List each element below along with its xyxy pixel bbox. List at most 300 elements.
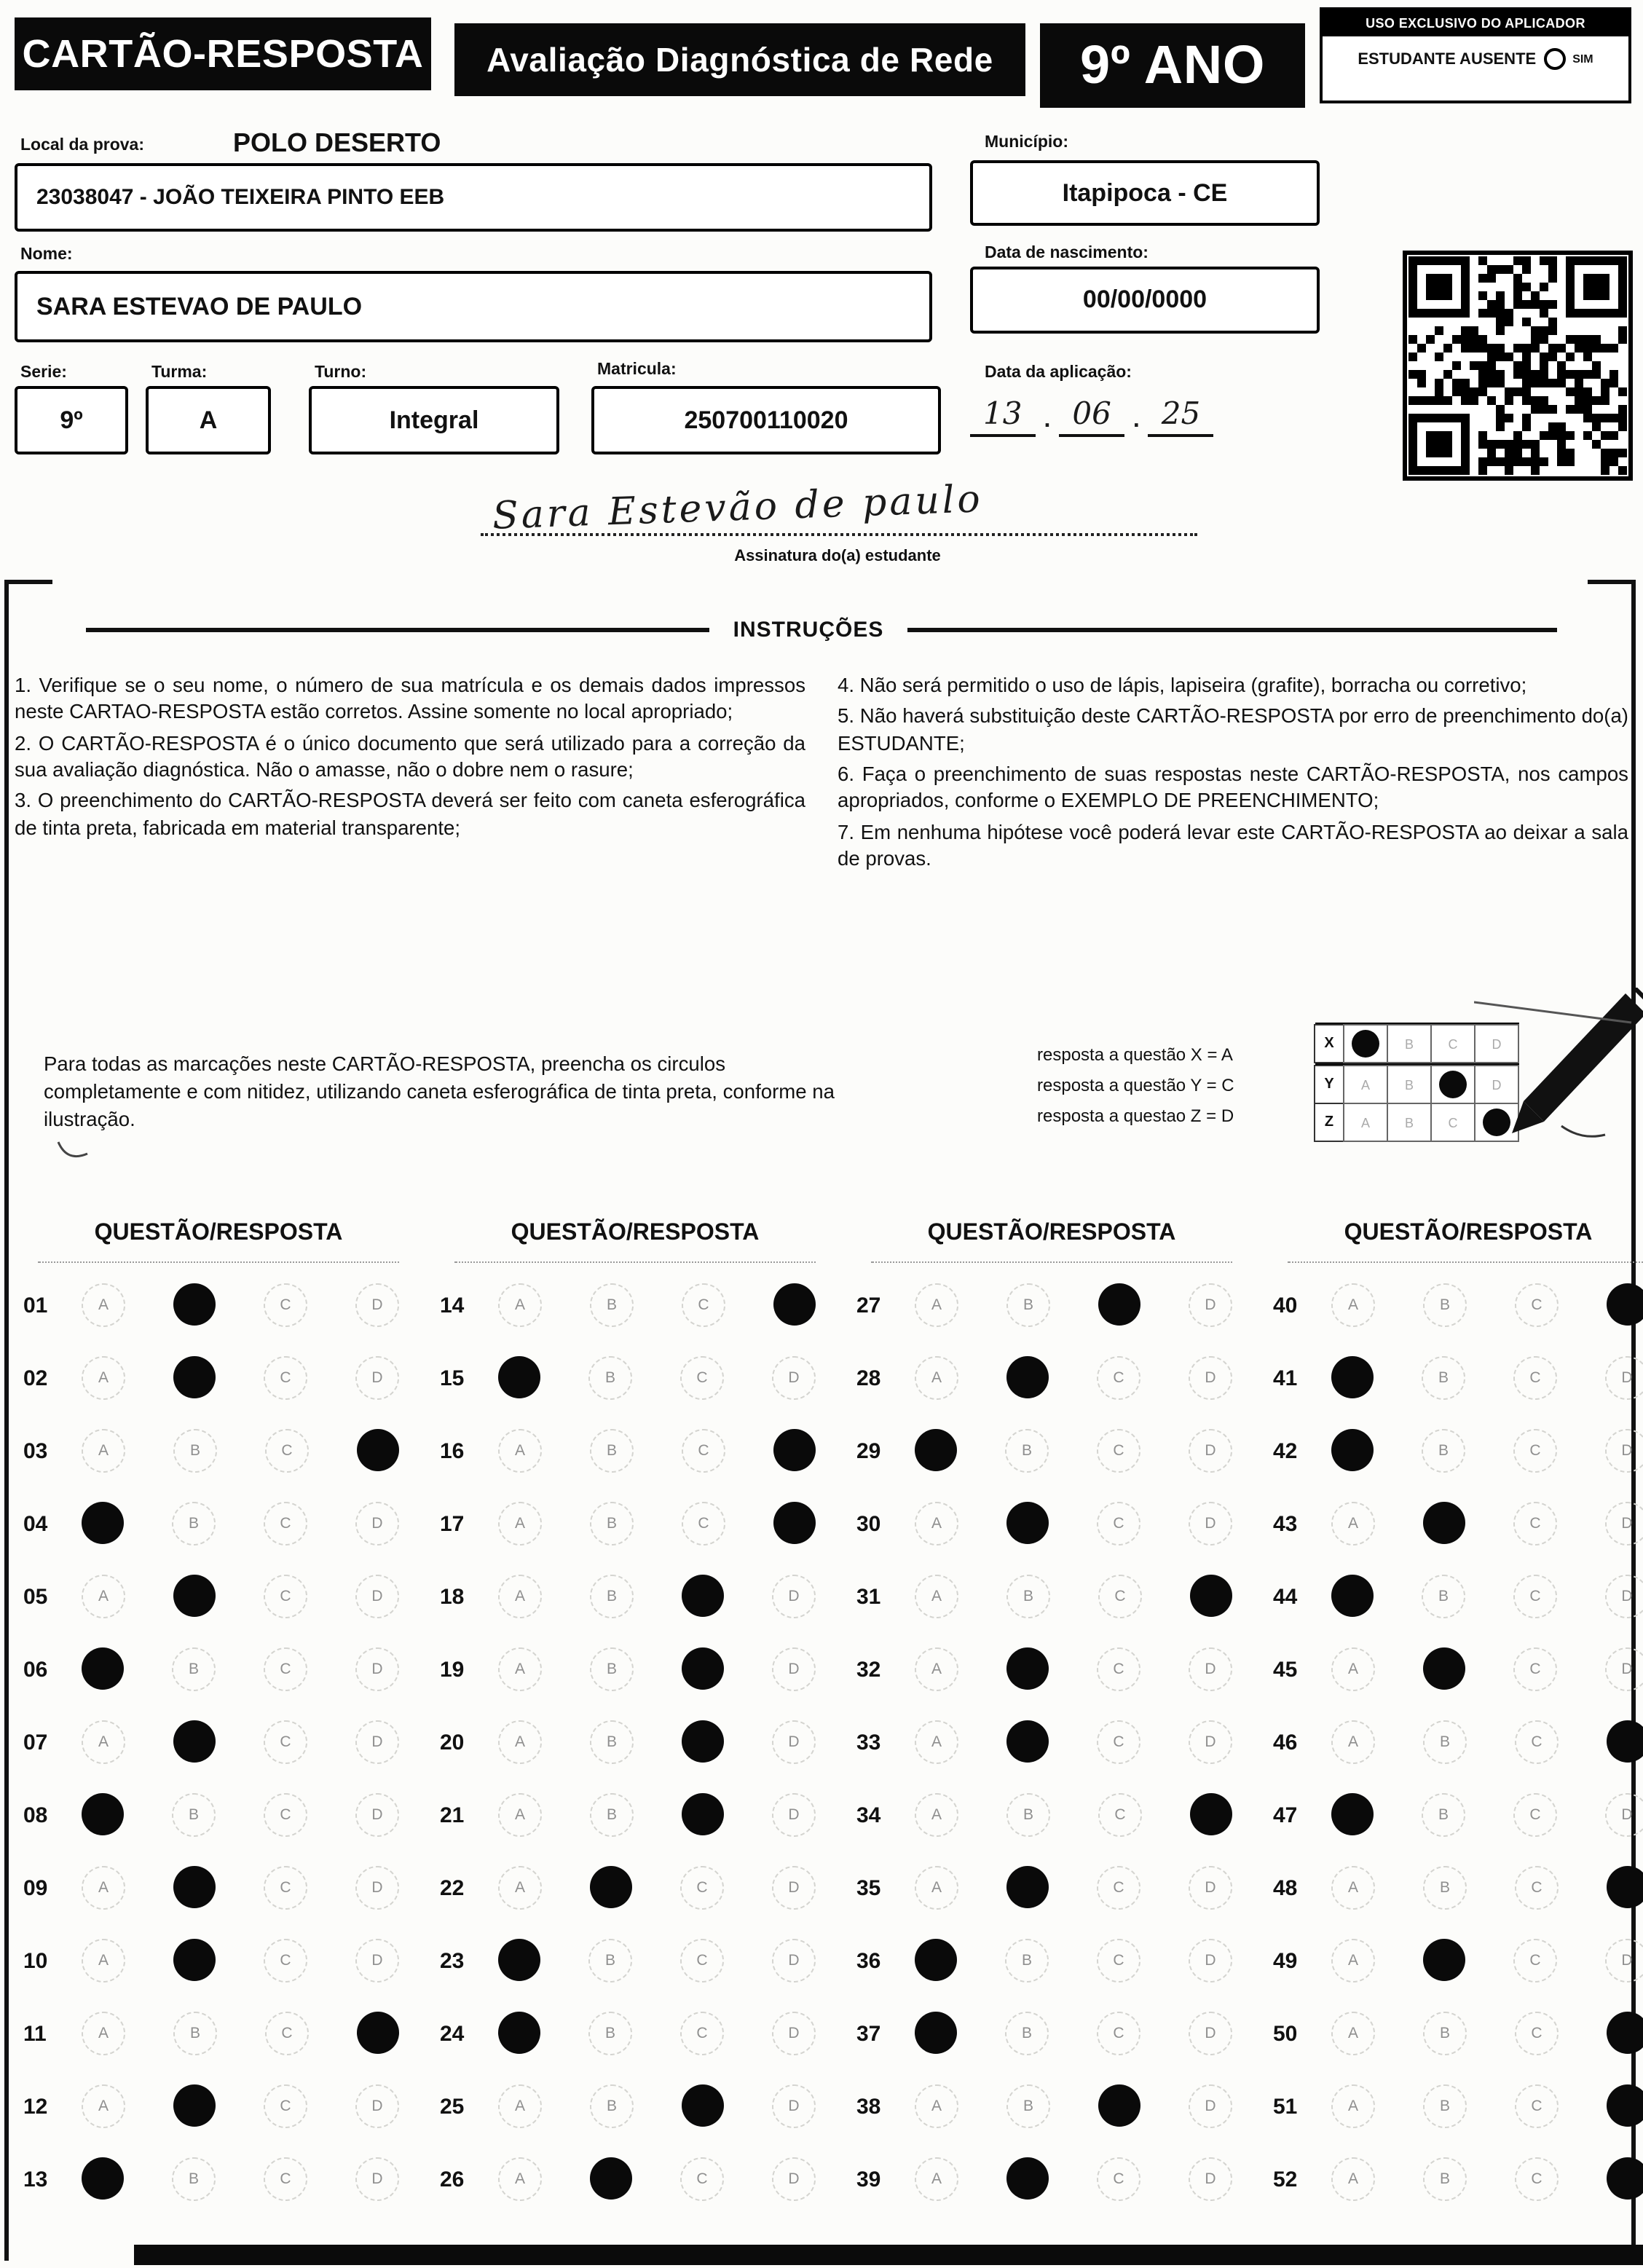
example-cell (1430, 1103, 1475, 1142)
question-number: 26 (440, 2167, 465, 2192)
answer-bubble-empty: A (1331, 1502, 1375, 1546)
example-row-label: X (1314, 1024, 1344, 1063)
dotted-divider (38, 1261, 399, 1263)
answer-bubble-filled (1190, 1793, 1232, 1835)
answer-row (1273, 1851, 1643, 1924)
question-number: 23 (440, 1948, 465, 1973)
answer-bubble-empty: A (915, 2157, 958, 2201)
answer-options (82, 1866, 414, 1910)
answer-bubble-empty: D (1605, 1575, 1643, 1618)
answer-bubble-empty: C (1513, 1575, 1557, 1618)
answer-bubble-empty: A (498, 1575, 542, 1618)
answer-bubble-empty: C (265, 1429, 309, 1473)
answer-row (23, 2070, 414, 2143)
answer-bubble-empty: C (264, 1283, 307, 1327)
answer-column-4 (1273, 1221, 1643, 2216)
answer-bubble-empty: D (1189, 1283, 1232, 1327)
question-number: 16 (440, 1438, 465, 1463)
question-number: 07 (23, 1730, 48, 1755)
answer-bubble-filled (682, 1647, 724, 1690)
answer-rows (856, 1269, 1247, 2216)
answer-bubble-empty: A (82, 1356, 125, 1400)
answer-bubble-empty: A (82, 1429, 125, 1473)
answer-row (856, 1414, 1247, 1487)
answer-bubble-empty: D (355, 1575, 399, 1618)
answer-bubble-empty: B (590, 2084, 634, 2128)
answer-bubble-empty: A (498, 1502, 542, 1546)
divider-line (87, 629, 710, 632)
answer-bubble-empty: A (915, 1575, 958, 1618)
bubble-letter: B (1404, 1077, 1414, 1092)
example-cell (1343, 1065, 1388, 1104)
question-number: 14 (440, 1293, 465, 1318)
answer-bubble-empty: B (1422, 1793, 1465, 1837)
answer-bubble-filled (498, 1356, 540, 1398)
answer-row (440, 1633, 830, 1706)
answer-options (498, 1429, 830, 1473)
example-cell (1387, 1103, 1432, 1142)
marking-instructions-text: Para todas as marcações neste CARTÃO-RESPOSTA, preencha os circulos completamente e com nitidez, utilizando caneta esferográfica de tinta preta, conforme na ilustração. (44, 1053, 835, 1130)
answer-bubble-empty: B (173, 1429, 217, 1473)
signature-line (481, 533, 1197, 536)
answer-bubble-empty: A (915, 1793, 958, 1837)
question-number: 34 (856, 1803, 881, 1827)
answer-options (498, 1356, 830, 1400)
answer-options (915, 1502, 1247, 1546)
answer-row (856, 1851, 1247, 1924)
answer-bubble-filled (1006, 1866, 1049, 1908)
answer-bubble-empty: D (1605, 1429, 1643, 1473)
stray-pen-mark (52, 1139, 96, 1165)
answer-row (1273, 1997, 1643, 2070)
answer-row (856, 1706, 1247, 1779)
answer-bubble-filled (1006, 1720, 1049, 1763)
answer-bubble-empty: A (82, 2012, 125, 2055)
matricula-label: Matricula: (597, 361, 677, 379)
nascimento-label: Data de nascimento: (985, 245, 1148, 262)
answer-bubble-empty: B (1422, 1356, 1465, 1400)
bubble-letter: D (1492, 1036, 1502, 1051)
answer-bubble-filled (682, 1793, 724, 1835)
answer-bubble-empty: A (1331, 1283, 1375, 1327)
answer-options (1331, 1793, 1643, 1837)
answer-bubble-filled (1098, 2084, 1140, 2127)
question-number: 30 (856, 1511, 881, 1536)
question-number: 04 (23, 1511, 48, 1536)
answer-bubble-filled (1331, 1356, 1374, 1398)
answer-bubble-empty: C (1097, 1720, 1140, 1764)
answer-bubble-empty: C (680, 2157, 724, 2201)
answer-row (23, 1414, 414, 1487)
answer-options (498, 1283, 830, 1327)
answer-bubble-empty: C (1097, 1647, 1140, 1691)
answer-column-header: QUESTÃO/RESPOSTA (94, 1221, 343, 1245)
question-number: 05 (23, 1584, 48, 1609)
answer-options (915, 2012, 1247, 2055)
answer-options (498, 1866, 830, 1910)
answer-bubble-empty: C (264, 1356, 307, 1400)
answer-options (1331, 2012, 1643, 2055)
bubble-letter: B (1404, 1036, 1414, 1051)
answer-bubble-filled (682, 1720, 724, 1763)
question-number: 47 (1273, 1803, 1298, 1827)
answer-bubble-empty: A (1331, 2157, 1375, 2201)
municipio-field: Itapipoca - CE (970, 160, 1320, 226)
answer-bubble-filled (82, 1793, 124, 1835)
answer-row (1273, 1487, 1643, 1560)
question-number: 08 (23, 1803, 48, 1827)
answer-bubble-empty: A (82, 2084, 125, 2128)
answer-bubble-empty: A (915, 1647, 958, 1691)
answer-bubble-filled (173, 1866, 216, 1908)
question-number: 19 (440, 1657, 465, 1682)
answer-bubble-empty: B (1423, 2157, 1467, 2201)
answer-options (498, 1647, 830, 1691)
answer-bubble-empty: C (264, 1575, 307, 1618)
answer-row (440, 1342, 830, 1414)
example-legend-line: resposta a questão X = A (1037, 1044, 1233, 1065)
answer-bubble-empty: D (1189, 2012, 1232, 2055)
answer-bubble-empty: C (1097, 2012, 1140, 2055)
example-cell (1387, 1065, 1432, 1104)
answer-bubble-empty: A (82, 1283, 125, 1327)
answer-bubble-empty: A (498, 1283, 542, 1327)
answer-bubble-filled (1607, 2157, 1643, 2200)
answer-row (23, 1997, 414, 2070)
instructions-left-column (15, 673, 805, 878)
answer-options (915, 1647, 1247, 1691)
question-number: 15 (440, 1366, 465, 1390)
answer-bubble-empty: A (82, 1575, 125, 1618)
answer-bubble-empty: A (498, 1720, 542, 1764)
turma-field: A (146, 386, 271, 454)
answer-bubble-empty: C (1513, 1429, 1557, 1473)
answer-bubble-empty: B (1423, 1866, 1467, 1910)
answer-bubble-empty: B (1006, 2084, 1050, 2128)
answer-row (440, 1924, 830, 1997)
answer-bubble-empty: D (1605, 1356, 1643, 1400)
answer-bubble-filled (773, 1283, 816, 1326)
answer-row (440, 1269, 830, 1342)
example-row-label: Z (1314, 1103, 1344, 1142)
answer-bubble-empty: B (1422, 1575, 1465, 1618)
answer-bubble-empty: B (173, 2012, 217, 2055)
answer-bubble-empty: D (772, 2012, 816, 2055)
answer-bubble-empty: B (172, 1502, 216, 1546)
question-number: 28 (856, 1366, 881, 1390)
bottom-registration-bar (134, 2245, 1643, 2265)
answer-bubble-empty: D (1189, 1939, 1232, 1982)
question-number: 10 (23, 1948, 48, 1973)
question-number: 36 (856, 1948, 881, 1973)
answer-bubble-empty: B (588, 2012, 632, 2055)
dotted-divider (454, 1261, 816, 1263)
answer-bubble-empty: D (355, 2084, 399, 2128)
answer-options (82, 1283, 414, 1327)
answer-bubble-filled (773, 1429, 816, 1471)
answer-options (498, 1575, 830, 1618)
answer-column-header: QUESTÃO/RESPOSTA (927, 1221, 1176, 1245)
answer-bubble-empty: B (172, 1793, 216, 1837)
answer-bubble-empty: B (590, 1502, 634, 1546)
answer-bubble-empty: D (772, 1575, 816, 1618)
answer-row (856, 1779, 1247, 1851)
answer-bubble-filled (173, 1356, 216, 1398)
question-number: 02 (23, 1366, 48, 1390)
answer-options (915, 2084, 1247, 2128)
serie-label: Serie: (20, 364, 67, 382)
instruction-item: 7. Em nenhuma hipótese você poderá levar este CARTÃO-RESPOSTA ao deixar a sala de provas. (838, 821, 1628, 870)
answer-options (1331, 1429, 1643, 1473)
answer-bubble-filled (1190, 1575, 1232, 1617)
answer-bubble-filled (357, 2012, 399, 2054)
answer-options (1331, 1939, 1643, 1982)
answer-bubble-empty: D (772, 1866, 816, 1910)
answer-bubble-empty: D (355, 1939, 399, 1982)
answer-bubble-empty: C (264, 2084, 307, 2128)
question-number: 01 (23, 1293, 48, 1318)
answer-bubble-empty: C (1515, 1866, 1559, 1910)
answer-options (82, 2157, 414, 2201)
answer-bubble-empty: C (264, 1502, 307, 1546)
answer-bubble-empty: A (1331, 1939, 1375, 1982)
answer-bubble-empty: A (82, 1866, 125, 1910)
aplicacao-date-handwritten (970, 396, 1213, 437)
answer-row (440, 1997, 830, 2070)
answer-bubble-empty: C (680, 1866, 724, 1910)
question-number: 13 (23, 2167, 48, 2192)
answer-row (856, 1342, 1247, 1414)
filled-bubble (1439, 1071, 1467, 1098)
answer-bubble-empty: D (1189, 2157, 1232, 2201)
answer-bubble-empty: A (82, 1720, 125, 1764)
exam-title: Avaliação Diagnóstica de Rede (454, 23, 1025, 96)
question-number: 03 (23, 1438, 48, 1463)
answer-bubble-empty: C (1515, 2084, 1559, 2128)
answer-bubble-empty: D (1189, 1356, 1232, 1400)
answer-bubble-empty: A (498, 1647, 542, 1691)
example-cell (1343, 1103, 1388, 1142)
question-number: 50 (1273, 2021, 1298, 2046)
municipio-label: Município: (985, 134, 1068, 151)
answer-bubble-empty: C (680, 1356, 724, 1400)
answer-bubble-empty: D (355, 1283, 399, 1327)
answer-bubble-empty: C (264, 1793, 307, 1837)
answer-bubble-empty: B (1006, 1283, 1050, 1327)
answer-bubble-empty: A (915, 1356, 958, 1400)
answer-bubble-empty: D (355, 1356, 399, 1400)
nome-field: SARA ESTEVAO DE PAULO (15, 271, 932, 342)
answer-bubble-empty: A (498, 1429, 542, 1473)
answer-options (915, 1283, 1247, 1327)
answer-row (856, 2143, 1247, 2216)
question-number: 51 (1273, 2094, 1298, 2119)
answer-rows (1273, 1269, 1643, 2216)
answer-bubble-empty: C (1515, 1283, 1559, 1327)
question-number: 46 (1273, 1730, 1298, 1755)
answer-options (1331, 1283, 1643, 1327)
question-number: 22 (440, 1875, 465, 1900)
answer-bubble-empty: C (1513, 1356, 1557, 1400)
answer-bubble-empty: C (1097, 1502, 1140, 1546)
aplicacao-day: 13 (970, 396, 1035, 437)
answer-bubble-empty: D (355, 2157, 399, 2201)
answer-bubble-filled (173, 1283, 216, 1326)
answer-bubble-filled (1098, 1283, 1140, 1326)
instruction-item: 5. Não haverá substituição deste CARTÃO-RESPOSTA por erro de preenchimento do(a) ESTUDANTE; (838, 705, 1628, 755)
answer-bubble-empty: D (772, 1793, 816, 1837)
answer-bubble-filled (82, 2157, 124, 2200)
question-number: 43 (1273, 1511, 1298, 1536)
answer-bubble-filled (1331, 1429, 1374, 1471)
answer-options (915, 1356, 1247, 1400)
answer-bubble-empty: B (590, 1575, 634, 1618)
question-number: 42 (1273, 1438, 1298, 1463)
answer-row (440, 1560, 830, 1633)
answer-bubble-filled (1423, 1502, 1465, 1544)
question-number: 39 (856, 2167, 881, 2192)
answer-bubble-empty: A (82, 1939, 125, 1982)
question-number: 20 (440, 1730, 465, 1755)
question-number: 38 (856, 2094, 881, 2119)
answer-bubble-empty: D (1605, 1793, 1643, 1837)
aplicacao-year: 25 (1148, 396, 1213, 437)
answer-column-header: QUESTÃO/RESPOSTA (511, 1221, 760, 1245)
question-number: 11 (23, 2021, 47, 2046)
question-number: 40 (1273, 1293, 1298, 1318)
question-number: 33 (856, 1730, 881, 1755)
answer-options (915, 1793, 1247, 1837)
answer-bubble-filled (173, 2084, 216, 2127)
answer-bubble-filled (682, 1575, 724, 1617)
answer-bubble-empty: B (172, 1647, 216, 1691)
answer-row (440, 2143, 830, 2216)
answer-options (1331, 1575, 1643, 1618)
answer-bubble-empty: A (498, 1866, 542, 1910)
answer-bubble-empty: C (264, 1939, 307, 1982)
bubble-letter: D (1492, 1077, 1502, 1092)
answer-bubble-empty: D (355, 1720, 399, 1764)
answer-bubble-empty: C (264, 1720, 307, 1764)
answer-bubble-empty: D (355, 1647, 399, 1691)
example-legend-line: resposta a questão Y = C (1037, 1075, 1234, 1095)
answer-bubble-empty: C (1513, 1502, 1557, 1546)
answer-options (915, 1429, 1247, 1473)
school-field: 23038047 - JOÃO TEIXEIRA PINTO EEB (15, 163, 932, 232)
answer-row (23, 1924, 414, 1997)
answer-bubble-empty: C (1513, 1793, 1557, 1837)
qr-code (1403, 251, 1633, 481)
answer-row (856, 1633, 1247, 1706)
answer-bubble-filled (1006, 1356, 1049, 1398)
answer-bubble-empty: C (1097, 1356, 1140, 1400)
answer-options (498, 1720, 830, 1764)
question-number: 35 (856, 1875, 881, 1900)
answer-row (440, 1487, 830, 1560)
bubble-letter: A (1360, 1077, 1370, 1092)
instruction-item: 4. Não será permitido o uso de lápis, lapiseira (grafite), borracha ou corretivo; (838, 674, 1527, 696)
answer-bubble-empty: A (498, 2084, 542, 2128)
answer-options (915, 1575, 1247, 1618)
example-cell (1343, 1024, 1388, 1063)
answer-bubble-empty: D (772, 1647, 816, 1691)
instructions-title: INSTRUÇÕES (733, 618, 884, 642)
answer-options (498, 1502, 830, 1546)
example-cell (1430, 1065, 1475, 1104)
question-number: 12 (23, 2094, 48, 2119)
answer-bubble-filled (773, 1502, 816, 1544)
answer-options (1331, 1720, 1643, 1764)
answer-bubble-filled (682, 2084, 724, 2127)
answer-bubble-empty: B (1005, 1939, 1049, 1982)
answer-bubble-empty: B (590, 1283, 634, 1327)
question-number: 32 (856, 1657, 881, 1682)
answer-row (440, 2070, 830, 2143)
answer-bubble-empty: B (1005, 2012, 1049, 2055)
nome-label: Nome: (20, 246, 73, 264)
answer-bubble-empty: B (1423, 2012, 1467, 2055)
divider-line (907, 629, 1556, 632)
answer-rows (440, 1269, 830, 2216)
example-row-label: Y (1314, 1065, 1344, 1104)
answer-bubble-filled (1006, 1647, 1049, 1690)
nascimento-field: 00/00/0000 (970, 267, 1320, 334)
answer-bubble-empty: D (1189, 2084, 1232, 2128)
bubble-letter: C (1448, 1036, 1458, 1051)
instruction-item: 1. Verifique se o seu nome, o número de sua matrícula e os demais dados impressos neste CARTAO-RESPOSTA estão corretos. Assine somente no local apropriado; (15, 674, 805, 723)
answer-row (440, 1779, 830, 1851)
answer-rows (23, 1269, 414, 2216)
answer-column-1 (23, 1221, 414, 2216)
answer-bubble-empty: D (772, 1356, 816, 1400)
answer-bubble-filled (590, 2157, 632, 2200)
answer-row (856, 1997, 1247, 2070)
answer-row (1273, 1924, 1643, 1997)
answer-row (1273, 2143, 1643, 2216)
answer-row (440, 1414, 830, 1487)
dotted-divider (871, 1261, 1232, 1263)
question-number: 37 (856, 2021, 881, 2046)
answer-bubble-filled (173, 1720, 216, 1763)
question-number: 52 (1273, 2167, 1298, 2192)
question-number: 41 (1273, 1366, 1298, 1390)
answer-bubble-filled (1423, 1647, 1465, 1690)
answer-bubble-empty: D (1605, 1647, 1643, 1691)
question-number: 31 (856, 1584, 881, 1609)
answer-bubble-empty: B (590, 1720, 634, 1764)
answer-row (23, 1269, 414, 1342)
answer-options (498, 1793, 830, 1837)
serie-field: 9º (15, 386, 128, 454)
answer-bubble-empty: C (1515, 1720, 1559, 1764)
answer-options (82, 1356, 414, 1400)
question-number: 29 (856, 1438, 881, 1463)
answer-options (1331, 2157, 1643, 2201)
answer-bubble-filled (498, 1939, 540, 1981)
bubble-letter: A (1360, 1115, 1370, 1130)
answer-row (23, 1851, 414, 1924)
answer-row (23, 1633, 414, 1706)
answer-bubble-empty: C (1097, 1939, 1140, 1982)
answer-options (498, 1939, 830, 1982)
turno-field: Integral (309, 386, 559, 454)
aplicador-title: USO EXCLUSIVO DO APLICADOR (1323, 10, 1628, 36)
instructions-header (0, 618, 1643, 642)
answer-bubble-empty: C (682, 1502, 725, 1546)
answer-bubble-empty: B (1423, 1283, 1467, 1327)
answer-row (1273, 1706, 1643, 1779)
answer-bubble-empty: D (1605, 1502, 1643, 1546)
